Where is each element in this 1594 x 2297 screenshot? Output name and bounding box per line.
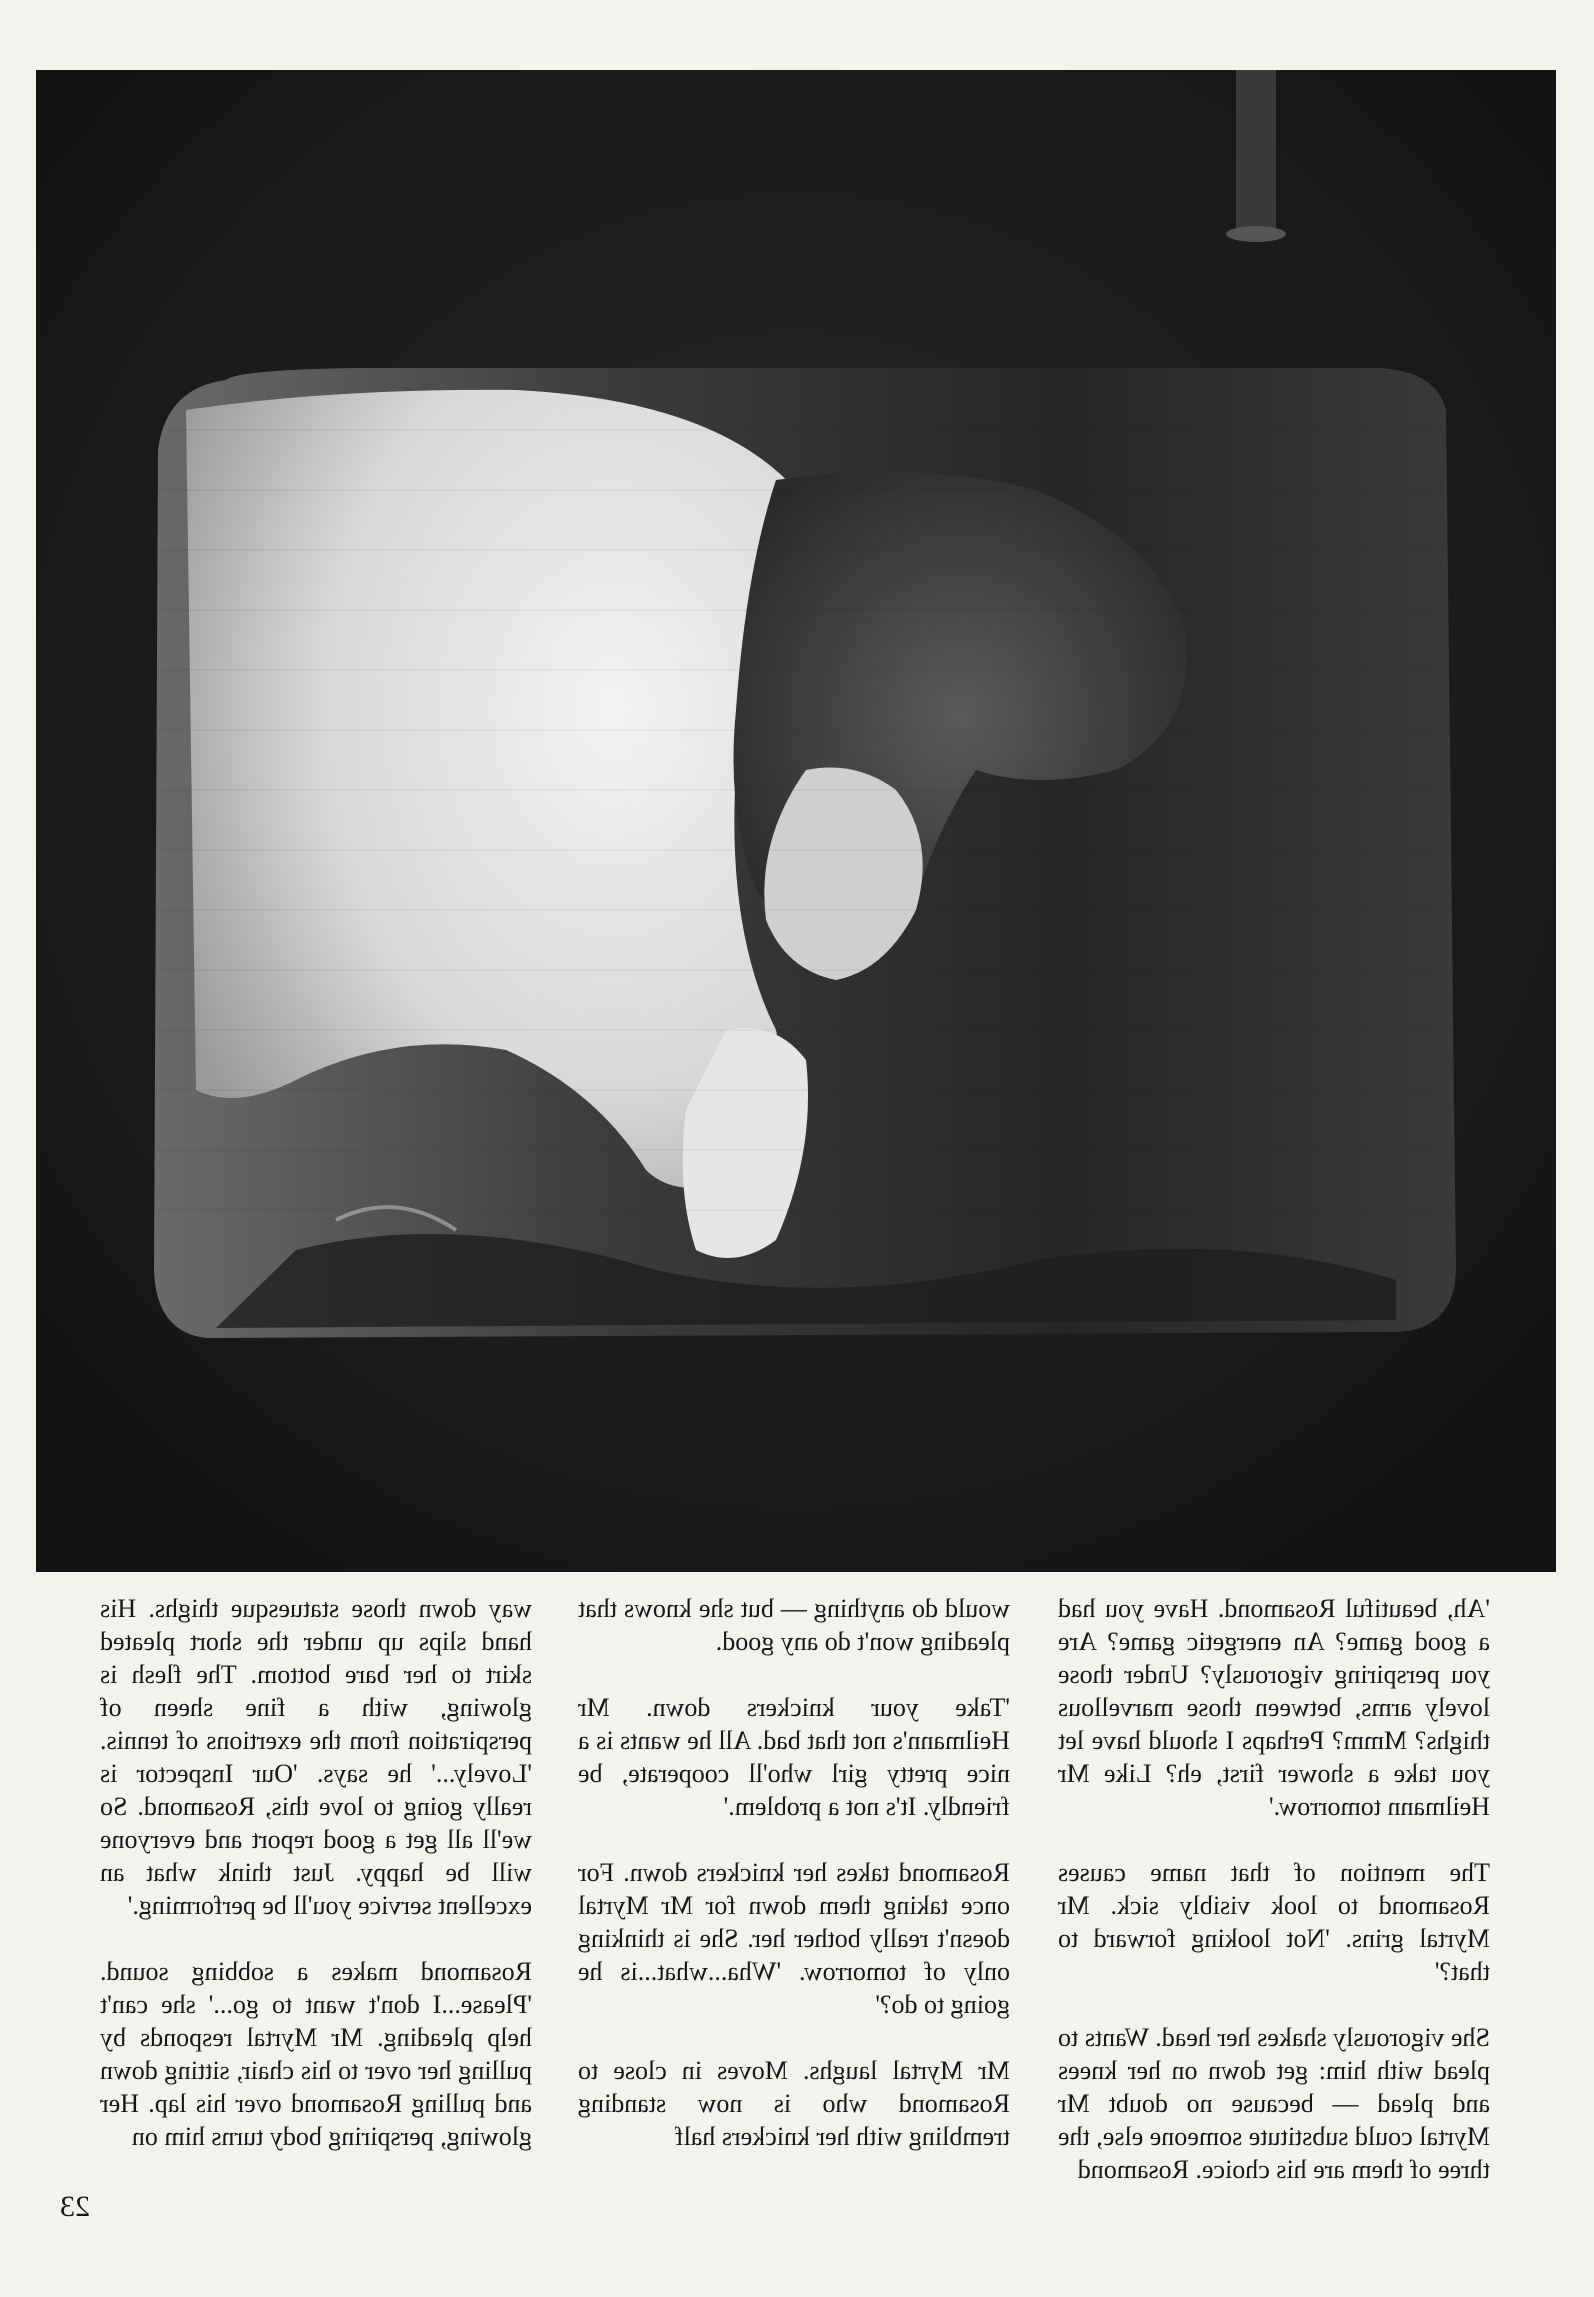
text-column-3 [100,1592,532,2186]
paragraph: 'Take your knickers down. Mr Heilmann's not that bad. All he wants is a nice pretty girl who'll cooperate, be friendly. It's not a problem.' [578,1693,1010,1821]
article-body [0,1592,1594,2232]
paragraph: Rosamond takes her knickers down. For once taking them down for Mr Myrtal doesn't really bother her. She is thinking only of tomorrow. 'Wha...what...is he going to do?' [578,1858,1010,2019]
paragraph: The mention of that name causes Rosamond to look visibly sick. Mr Myrtal grins. 'Not looking forward to that?' [1058,1858,1490,1986]
paragraph: way down those statuesque thighs. His hand slips up under the short pleated skirt to her bare bottom. The flesh is glowing, with a fine sheen of perspiration from the exertions of tennis. 'Lovely...' he says. 'Our Inspector is really going to love this, Rosamond. So we'll all get a good report and everyone will be happy. Just think what an excellent service you'll be performing.' [100,1594,532,1920]
paragraph: would do anything — but she knows that pleading won't do any good. [578,1594,1010,1656]
text-column-1 [1058,1592,1490,2219]
paragraph: 'Ah, beautiful Rosamond. Have you had a good game? An energetic game? Are you perspiring vigorously? Under those lovely arms, between those marvellous thighs? Mmm? Perhaps I should have let you take a shower first, eh? Like Mr Heilmann tomorrow.' [1058,1594,1490,1821]
paragraph: She vigorously shakes her head. Wants to plead with him: get down on her knees and plead — because no doubt Mr Myrtal could substitute someone else, the three of them are his choice. Rosamond [1058,2023,1490,2184]
text-column-2 [578,1592,1010,2186]
photo-illustration [36,70,1556,1572]
paragraph: Mr Myrtal laughs. Moves in close to Rosamond who is now standing trembling with her knickers half [578,2056,1010,2151]
page-number: 23 [60,2190,90,2223]
tv-screen-photo [36,70,1556,1572]
paragraph: Rosamond makes a sobbing sound. 'Please...I don't want to go...' she can't help pleading. Mr Myrtal responds by pulling her over to his chair, sitting down and pulling Rosamond over his lap. Her glowing, perspiring body turns him on [100,1957,532,2151]
